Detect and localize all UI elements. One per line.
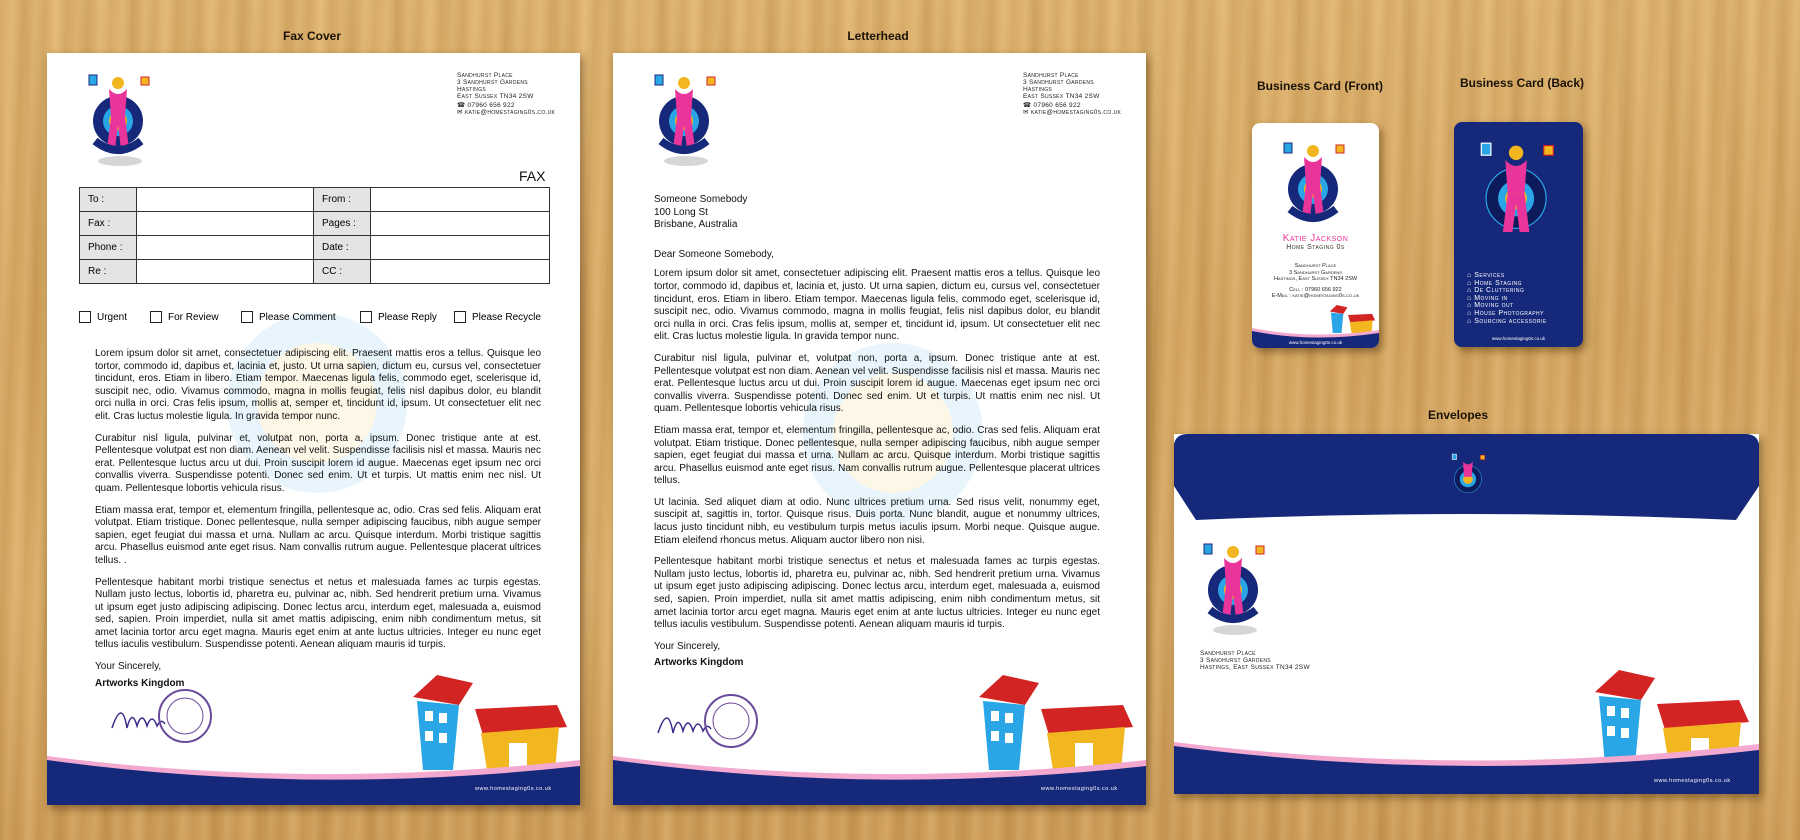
footer-website: www.homestaging0s.co.uk <box>1491 336 1546 341</box>
paragraph: Curabitur nisl ligula, pulvinar et, volutpat non, porta a, ipsum. Donec tristique ante at est. Pellentesque volutpat est non diam. Aenean vel velit. Suspendisse facilisis nisl et massa. Mauris nec erat. Pellentesque luctus arcu ut dui. Proin suscipit lorem id augue. Maecenas eget ipsum nec orci convallis viverra. Suspendisse potenti. Donec sed enim. Ut et turpis. Ut mattis enim nec nisl. Ut quam. Pellentesque lobortis vehicula risus. <box>654 352 1100 415</box>
business-card-back-title: Business Card (Back) <box>1459 76 1585 90</box>
company-address-block <box>1023 72 1121 116</box>
company-address-block <box>457 72 555 116</box>
business-card-front <box>1252 123 1379 348</box>
address-line: 3 Sandhurst Gardens <box>1200 657 1271 664</box>
salutation: Dear Someone Somebody, <box>654 248 774 260</box>
address-line: Sandhurst Place <box>1200 650 1256 657</box>
fax-field-to[interactable] <box>137 188 314 212</box>
list-item: ⌂ De Cluttering <box>1467 287 1525 295</box>
fax-label-date: Date : <box>314 236 371 260</box>
address-line: Hastings <box>1023 86 1053 93</box>
envelope <box>1174 434 1759 794</box>
fax-label-to: To : <box>80 188 137 212</box>
company-logo <box>651 69 721 174</box>
list-item: ⌂ Services <box>1467 272 1505 279</box>
phone-number: 07960 656 922 <box>1033 102 1081 109</box>
table-row <box>80 188 550 212</box>
table-row <box>80 212 550 236</box>
checkbox-for-review[interactable]: For Review <box>150 311 241 323</box>
phone-icon: ☎ <box>1023 102 1032 109</box>
house-icon: ⌂ <box>1467 309 1472 317</box>
company-logo <box>85 69 155 174</box>
business-card-back <box>1454 122 1583 347</box>
address-line: East Sussex TN34 2SW <box>457 93 534 100</box>
recipient-name: Someone Somebody <box>654 194 748 205</box>
envelope-return-address <box>1200 650 1310 671</box>
letter-body-text <box>654 194 1100 670</box>
checkbox-please-reply[interactable]: Please Reply <box>360 311 454 323</box>
address-line: Hastings, East Sussex TN34 2SW <box>1200 664 1310 671</box>
house-icon: ⌂ <box>1467 317 1472 325</box>
recipient-city: Brisbane, Australia <box>654 219 738 231</box>
card-subtitle: Home Staging 0s <box>1286 244 1345 251</box>
fax-field-cc[interactable] <box>371 260 550 284</box>
email-address: katie@homestaging0s.co.uk <box>1030 109 1122 116</box>
fax-field-date[interactable] <box>371 236 550 260</box>
table-row <box>80 260 550 284</box>
footer-website: www.homestaging0s.co.uk <box>1654 778 1731 784</box>
house-icon: ⌂ <box>1467 294 1472 302</box>
phone-number: 07960 656 922 <box>467 102 515 109</box>
address-line: Sandhurst Place <box>1023 72 1079 79</box>
fax-label-phone: Phone : <box>80 236 137 260</box>
list-item: ⌂ Home Staging <box>1467 279 1523 287</box>
checkbox-urgent[interactable]: Urgent <box>79 311 150 323</box>
letterhead-sheet <box>613 53 1146 805</box>
paragraph: Lorem ipsum dolor sit amet, consectetuer adipiscing elit. Praesent mattis eros a tellus. Quisque leo tortor, commodo id, dapibus et, lacinia et, justo. Ut urna sapien, dictum eu, cursus vel, consectetuer tincidunt, eros. Etiam in libero. Etiam tempor. Maecenas ligula felis, commodo eget, scelerisque id, suscipit nec, odio. Vivamus commodo, magna in mollis feugiat, felis nisl dapibus dolor, eu blandit orci nulla in orci. Cras felis ipsum, mollis at, semper et, tincidunt id, ipsum. Ut consectetuer elit nec elit. Cras luctus molestie ligula. In gravida tempor nunc. <box>95 348 541 422</box>
fax-label-fax: Fax : <box>80 212 137 236</box>
email-icon: ✉ <box>457 109 463 116</box>
fax-checkbox-row <box>79 311 541 323</box>
house-icon: ⌂ <box>1467 272 1472 279</box>
checkbox-icon <box>454 311 466 323</box>
fax-field-pages[interactable] <box>371 212 550 236</box>
address-line: Sandhurst Place <box>1294 263 1337 269</box>
paragraph: Curabitur nisl ligula, pulvinar et, volutpat non, porta a, ipsum. Donec tristique ante at est. Pellentesque volutpat est non diam. Aenean vel velit. Suspendisse facilisis nisl et massa. Mauris nec erat. Pellentesque luctus arcu ut dui. Proin suscipit lorem id augue. Maecenas eget ipsum nec orci convallis viverra. Suspendisse potenti. Donec sed enim. Ut et turpis. Ut mattis enim nec nisl. Ut quam. Pellentesque lobortis vehicula risus. <box>95 432 541 494</box>
company-logo <box>1200 538 1270 643</box>
business-card-front-title: Business Card (Front) <box>1256 79 1383 93</box>
checkbox-please-comment[interactable]: Please Comment <box>241 311 360 323</box>
letterhead-title: Letterhead <box>847 29 909 43</box>
envelopes-title: Envelopes <box>1427 408 1489 422</box>
paragraph: Ut lacinia. Sed aliquet diam at odio. Nunc ultrices pretium urna. Sed risus velit, nonummy eget, suscipit at, sagittis in, tortor. Quisque risus. Duis porta. Nunc blandit, augue et nonummy ultrices, lacus justo tincidunt nibh, eu vestibulum turpis metus iaculis ipsum. Morbi neque. Quisque augue. Etiam eleifend rhoncus metus. Aliquam auctor libero non nisi. <box>654 496 1100 546</box>
address-line: Hastings <box>457 86 487 93</box>
fax-field-re[interactable] <box>137 260 314 284</box>
address-line: 3 Sandhurst Gardens <box>457 79 528 86</box>
fax-field-fax[interactable] <box>137 212 314 236</box>
checkbox-icon <box>79 311 91 323</box>
fax-body-text <box>95 348 541 690</box>
checkbox-icon <box>360 311 372 323</box>
address-line: Sandhurst Place <box>457 72 513 79</box>
fax-label-pages: Pages : <box>314 212 371 236</box>
recipient-street: 100 Long St <box>654 206 708 218</box>
signature-stamp <box>653 693 763 758</box>
checkbox-please-recycle[interactable]: Please Recycle <box>454 311 541 323</box>
company-logo <box>1280 137 1350 242</box>
paragraph: Pellentesque habitant morbi tristique senectus et netus et malesuada fames ac turpis egestas. Nullam justo lectus, lobortis id, pharetra eu, pulvinar ac, nibh. Sed hendrerit pretium urna. Vivamus ut ipsum eget justo adipiscing adipiscing. Donec lectus arcu, interdum eget, malesuada a, euismod sed, sapien. Proin imperdiet, nulla sit amet mattis adipiscing, enim nibh condimentum metus, sit amet lacinia tortor arcu eget magna. Mauris eget enim at ante luctus ultricies. Integer eu nunc eget tellus iaculis vestibulum. Suspendisse potenti. Aenean aliquam mauris id turpis. <box>95 576 541 651</box>
paragraph: Lorem ipsum dolor sit amet, consectetuer adipiscing elit. Praesent mattis eros a tellus. Quisque leo tortor, commodo id, dapibus et, lacinia et, justo. Ut urna sapien, dictum eu, cursus vel, consectetuer tincidunt, eros. Etiam in libero. Etiam tempor. Maecenas ligula felis, commodo eget, scelerisque id, suscipit nec, odio. Vivamus commodo, magna in mollis feugiat, felis nisl dapibus dolor, eu blandit orci nulla in orci. Cras felis ipsum, mollis at, semper et, tincidunt id, ipsum. Ut consectetuer elit nec elit. Cras luctus molestie ligula. In gravida tempor nunc. <box>654 268 1100 343</box>
fax-cover-title: Fax Cover <box>282 29 342 43</box>
email-icon: ✉ <box>1023 109 1029 116</box>
footer-wave <box>1174 736 1759 794</box>
services-list <box>1467 272 1547 325</box>
closing-line: Your Sincerely, <box>95 661 162 673</box>
card-email: E-Mail : katie@homestaging0s.co.uk <box>1271 293 1360 299</box>
footer-wave <box>47 750 580 805</box>
fax-info-table <box>79 187 550 284</box>
signatory-name: Artworks Kingdom <box>654 657 744 669</box>
table-row <box>80 236 550 260</box>
signatory-name: Artworks Kingdom <box>95 677 185 689</box>
flap-logo <box>1450 450 1488 511</box>
footer-website: www.homestaging0s.co.uk <box>1041 786 1118 792</box>
closing-line: Your Sincerely, <box>654 640 721 652</box>
house-icon: ⌂ <box>1467 279 1472 287</box>
list-item: ⌂ Moving out <box>1467 302 1514 310</box>
paragraph: Etiam massa erat, tempor et, elementum fringilla, pellentesque ac, odio. Cras sed felis. Aliquam erat volutpat. Etiam tristique. Donec pellentesque, nulla semper adipiscing faucibus, nibh augue semper sapien, eget feugiat dui massa et urna. Nullam ac arcu. Quisque interdum. Morbi tristique sagittis arcu. Phasellus euismod ante eget risus. Nam convallis rutrum augue. Pellentesque placerat ultrices tellus. <box>654 424 1100 487</box>
list-item: ⌂ Moving in <box>1467 294 1508 302</box>
email-address: katie@homestaging0s.co.uk <box>464 109 556 116</box>
company-logo <box>1476 136 1561 261</box>
fax-label-cc: CC : <box>314 260 371 284</box>
fax-label-from: From : <box>314 188 371 212</box>
card-address <box>1252 263 1379 300</box>
card-name: Katie Jackson <box>1282 233 1349 244</box>
house-icon: ⌂ <box>1467 287 1472 295</box>
address-line: 3 Sandhurst Gardens <box>1289 269 1342 276</box>
house-icon: ⌂ <box>1467 302 1472 310</box>
card-cell: Cell : 07960 656 922 <box>1289 286 1342 293</box>
footer-wave <box>613 750 1146 805</box>
footer-website: www.homestaging0s.co.uk <box>475 786 552 792</box>
fax-field-from[interactable] <box>371 188 550 212</box>
signature-stamp <box>107 688 217 753</box>
paragraph: Etiam massa erat, tempor et, elementum fringilla, pellentesque ac, odio. Cras sed felis. Aliquam erat volutpat. Etiam tristique. Donec pellentesque, nulla semper adipiscing faucibus, nibh augue semper sapien, eget feugiat dui massa et urna. Nullam ac arcu. Quisque interdum. Morbi tristique sagittis arcu. Phasellus euismod ante eget risus. Nam convallis rutrum augue. Pellentesque placerat ultrices tellus. . <box>95 504 541 566</box>
checkbox-icon <box>241 311 253 323</box>
paragraph: Pellentesque habitant morbi tristique senectus et netus et malesuada fames ac turpis egestas. Nullam justo lectus, lobortis id, pharetra eu, pulvinar ac, nibh. Sed hendrerit pretium urna. Vivamus ut ipsum eget justo adipiscing adipiscing. Donec lectus arcu, interdum eget, malesuada a, euismod sed, sapien. Proin imperdiet, nulla sit amet mattis adipiscing, enim nibh condimentum metus, sit amet lacinia tortor arcu eget magna. Mauris eget enim at ante luctus ultricies. Integer eu nunc eget tellus iaculis vestibulum. Suspendisse potenti. Aenean aliquam mauris id turpis. <box>654 556 1100 631</box>
phone-icon: ☎ <box>457 102 466 109</box>
fax-label-re: Re : <box>80 260 137 284</box>
address-line: 3 Sandhurst Gardens <box>1023 79 1094 86</box>
footer-website: www.homestaging0s.co.uk <box>1288 340 1343 345</box>
fax-heading: FAX <box>519 168 546 184</box>
address-line: Hastings, East Sussex TN34 2SW <box>1273 276 1358 282</box>
fax-cover-sheet <box>47 53 580 805</box>
fax-field-phone[interactable] <box>137 236 314 260</box>
address-line: East Sussex TN34 2SW <box>1023 93 1100 100</box>
checkbox-icon <box>150 311 162 323</box>
list-item: ⌂ Sourcing accessorie <box>1467 317 1547 325</box>
list-item: ⌂ House Photography <box>1467 309 1544 317</box>
